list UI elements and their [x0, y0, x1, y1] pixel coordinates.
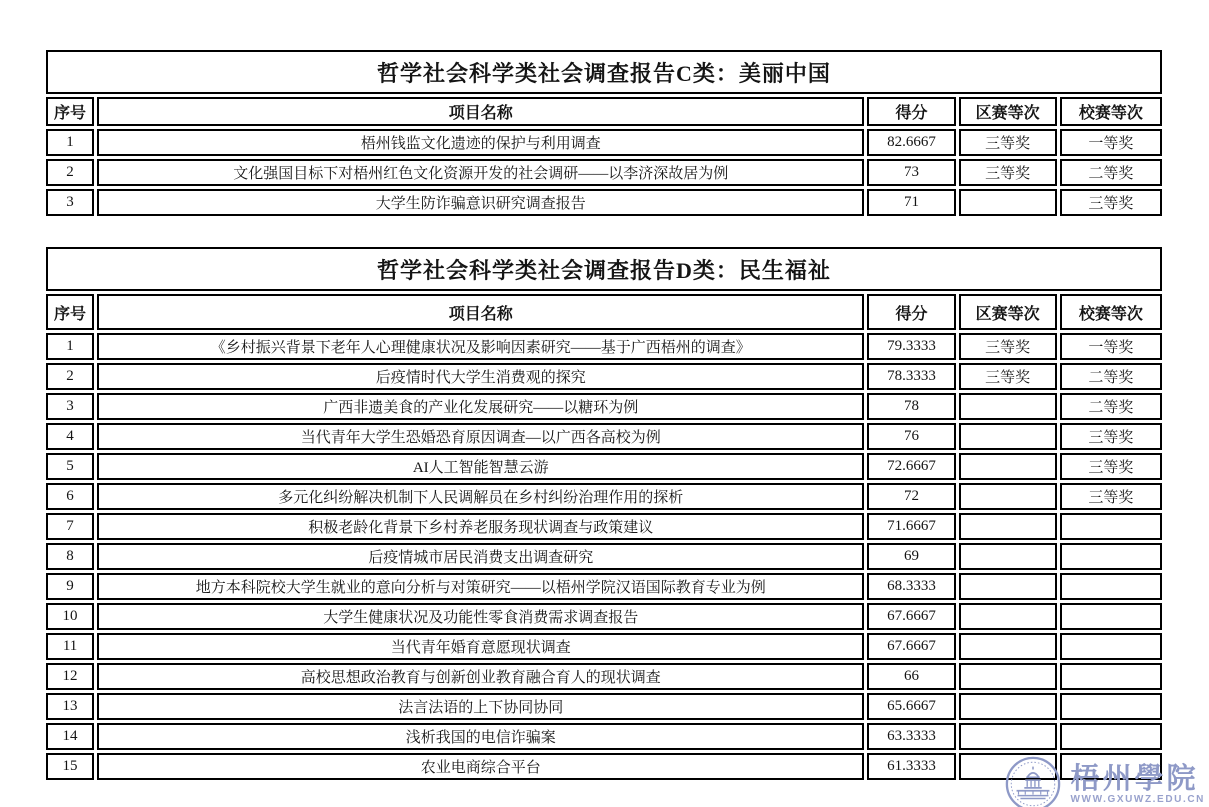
table-header-row: [46, 97, 1162, 126]
score-cell: 72.6667: [867, 453, 955, 480]
district-award-cell: [959, 393, 1057, 420]
row-number-cell: 9: [46, 573, 94, 600]
score-cell: 78.3333: [867, 363, 955, 390]
school-award-cell: 三等奖: [1060, 453, 1162, 480]
score-cell: 67.6667: [867, 603, 955, 630]
project-name-cell: 当代青年婚育意愿现状调查: [97, 633, 864, 660]
row-number-cell: 14: [46, 723, 94, 750]
district-award-cell: 三等奖: [959, 159, 1057, 186]
district-award-cell: [959, 513, 1057, 540]
score-cell: 71.6667: [867, 513, 955, 540]
district-award-cell: 三等奖: [959, 363, 1057, 390]
district-award-cell: [959, 573, 1057, 600]
school-award-cell: 一等奖: [1060, 129, 1162, 156]
table-row: [46, 513, 1162, 540]
row-number-cell: 13: [46, 693, 94, 720]
project-name-cell: 浅析我国的电信诈骗案: [97, 723, 864, 750]
school-award-cell: 三等奖: [1060, 483, 1162, 510]
score-cell: 66: [867, 663, 955, 690]
row-number-cell: 5: [46, 453, 94, 480]
university-seal-icon: [1004, 755, 1062, 807]
district-award-cell: [959, 663, 1057, 690]
table-row: [46, 753, 1162, 780]
school-award-cell: [1060, 693, 1162, 720]
school-award-cell: 三等奖: [1060, 423, 1162, 450]
table-header-row: [46, 294, 1162, 330]
school-award-cell: [1060, 723, 1162, 750]
table-row: [46, 693, 1162, 720]
school-award-cell: 三等奖: [1060, 189, 1162, 216]
school-award-cell: [1060, 603, 1162, 630]
school-award-cell: [1060, 543, 1162, 570]
project-name-cell: 后疫情城市居民消费支出调查研究: [97, 543, 864, 570]
row-number-cell: 6: [46, 483, 94, 510]
row-number-cell: 15: [46, 753, 94, 780]
row-number-cell: 1: [46, 129, 94, 156]
row-number-cell: 3: [46, 393, 94, 420]
row-number-cell: 2: [46, 159, 94, 186]
column-header-project-name: 项目名称: [97, 97, 864, 126]
report-table-c: [43, 47, 1165, 219]
table-c-title: 哲学社会科学类社会调查报告C类：美丽中国: [46, 50, 1162, 94]
row-number-cell: 3: [46, 189, 94, 216]
row-number-cell: 2: [46, 363, 94, 390]
university-name: 梧州學院: [1070, 762, 1199, 795]
score-cell: 76: [867, 423, 955, 450]
district-award-cell: [959, 603, 1057, 630]
project-name-cell: 文化强国目标下对梧州红色文化资源开发的社会调研——以李济深故居为例: [97, 159, 864, 186]
table-row: [46, 603, 1162, 630]
school-award-cell: [1060, 663, 1162, 690]
school-award-cell: 二等奖: [1060, 363, 1162, 390]
column-header-school-award: 校赛等次: [1060, 97, 1162, 126]
column-header-no: 序号: [46, 97, 94, 126]
row-number-cell: 8: [46, 543, 94, 570]
district-award-cell: [959, 483, 1057, 510]
score-cell: 69: [867, 543, 955, 570]
school-award-cell: [1060, 513, 1162, 540]
project-name-cell: 农业电商综合平台: [97, 753, 864, 780]
table-row: [46, 333, 1162, 360]
score-cell: 71: [867, 189, 955, 216]
table-row: [46, 189, 1162, 216]
column-header-district-award: 区赛等次: [959, 97, 1057, 126]
score-cell: 78: [867, 393, 955, 420]
district-award-cell: [959, 723, 1057, 750]
district-award-cell: 三等奖: [959, 333, 1057, 360]
report-table-d: [43, 244, 1165, 783]
school-award-cell: [1060, 573, 1162, 600]
project-name-cell: 《乡村振兴背景下老年人心理健康状况及影响因素研究——基于广西梧州的调查》: [97, 333, 864, 360]
row-number-cell: 1: [46, 333, 94, 360]
row-number-cell: 10: [46, 603, 94, 630]
district-award-cell: [959, 453, 1057, 480]
row-number-cell: 11: [46, 633, 94, 660]
score-cell: 82.6667: [867, 129, 955, 156]
table-row: [46, 483, 1162, 510]
score-cell: 67.6667: [867, 633, 955, 660]
project-name-cell: 广西非遗美食的产业化发展研究——以糖环为例: [97, 393, 864, 420]
score-cell: 73: [867, 159, 955, 186]
district-award-cell: [959, 543, 1057, 570]
table-title-row: [46, 50, 1162, 94]
project-name-cell: 后疫情时代大学生消费观的探究: [97, 363, 864, 390]
table-row: [46, 453, 1162, 480]
project-name-cell: 大学生防诈骗意识研究调查报告: [97, 189, 864, 216]
table-title-row: [46, 247, 1162, 291]
table-row: [46, 159, 1162, 186]
score-cell: 61.3333: [867, 753, 955, 780]
district-award-cell: 三等奖: [959, 129, 1057, 156]
district-award-cell: [959, 693, 1057, 720]
project-name-cell: 梧州钱监文化遗迹的保护与利用调查: [97, 129, 864, 156]
school-award-cell: 二等奖: [1060, 159, 1162, 186]
column-header-school-award: 校赛等次: [1060, 294, 1162, 330]
school-award-cell: 二等奖: [1060, 393, 1162, 420]
table-row: [46, 723, 1162, 750]
university-logo: [1004, 755, 1209, 807]
project-name-cell: 高校思想政治教育与创新创业教育融合育人的现状调查: [97, 663, 864, 690]
district-award-cell: [959, 633, 1057, 660]
column-header-no: 序号: [46, 294, 94, 330]
district-award-cell: [959, 423, 1057, 450]
column-header-district-award: 区赛等次: [959, 294, 1057, 330]
project-name-cell: 法言法语的上下协同协同: [97, 693, 864, 720]
table-row: [46, 129, 1162, 156]
project-name-cell: AI人工智能智慧云游: [97, 453, 864, 480]
table-row: [46, 393, 1162, 420]
table-row: [46, 363, 1162, 390]
column-header-score: 得分: [867, 97, 955, 126]
row-number-cell: 12: [46, 663, 94, 690]
table-row: [46, 543, 1162, 570]
table-row: [46, 573, 1162, 600]
score-cell: 72: [867, 483, 955, 510]
district-award-cell: [959, 189, 1057, 216]
table-row: [46, 633, 1162, 660]
table-row: [46, 423, 1162, 450]
score-cell: 65.6667: [867, 693, 955, 720]
table-d-title: 哲学社会科学类社会调查报告D类：民生福祉: [46, 247, 1162, 291]
row-number-cell: 4: [46, 423, 94, 450]
school-award-cell: 一等奖: [1060, 333, 1162, 360]
project-name-cell: 当代青年大学生恐婚恐育原因调查—以广西各高校为例: [97, 423, 864, 450]
table-row: [46, 663, 1162, 690]
project-name-cell: 多元化纠纷解决机制下人民调解员在乡村纠纷治理作用的探析: [97, 483, 864, 510]
project-name-cell: 积极老龄化背景下乡村养老服务现状调查与政策建议: [97, 513, 864, 540]
score-cell: 68.3333: [867, 573, 955, 600]
row-number-cell: 7: [46, 513, 94, 540]
column-header-project-name: 项目名称: [97, 294, 864, 330]
score-cell: 63.3333: [867, 723, 955, 750]
project-name-cell: 大学生健康状况及功能性零食消费需求调查报告: [97, 603, 864, 630]
column-header-score: 得分: [867, 294, 955, 330]
school-award-cell: [1060, 633, 1162, 660]
score-cell: 79.3333: [867, 333, 955, 360]
university-website: WWW.GXUWZ.EDU.CN: [1070, 793, 1205, 805]
university-logo-text: [1071, 764, 1205, 805]
project-name-cell: 地方本科院校大学生就业的意向分析与对策研究——以梧州学院汉语国际教育专业为例: [97, 573, 864, 600]
